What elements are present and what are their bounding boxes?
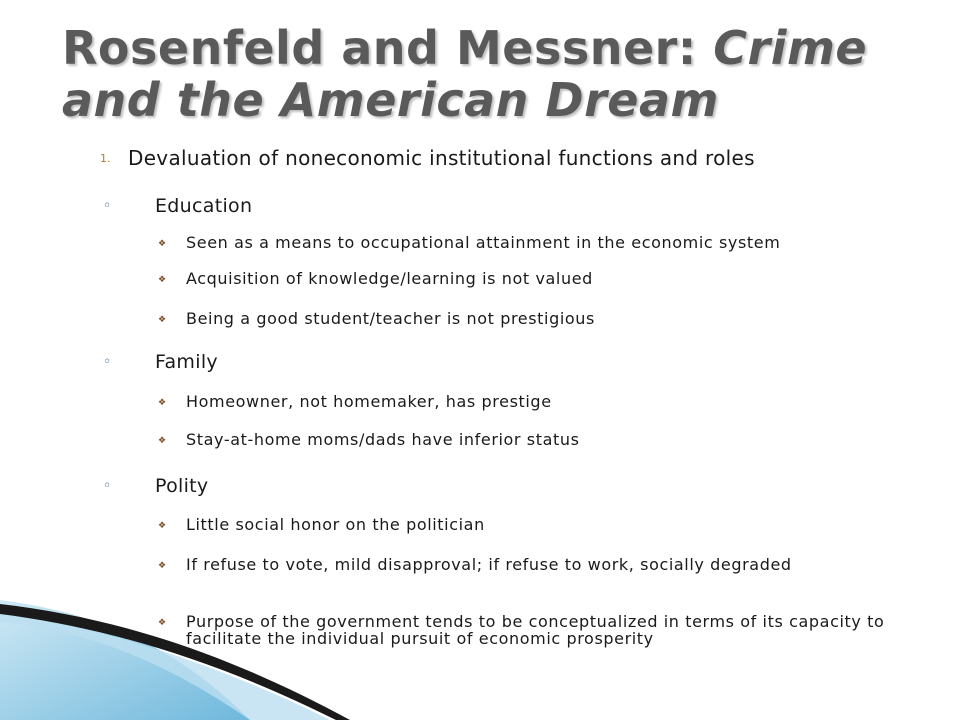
bullet-item <box>158 234 928 251</box>
bullet-item <box>158 393 928 410</box>
list-number: 1. <box>100 152 111 165</box>
bullet-text: Homeowner, not homemaker, has prestige <box>186 392 552 411</box>
bullet-item <box>158 270 928 287</box>
bullet-text: Seen as a means to occupational attainment in the economic system <box>186 233 781 252</box>
section-label: Education <box>155 195 253 217</box>
diamond-bullet-icon: ❖ <box>158 436 167 446</box>
section-label: Family <box>155 351 218 373</box>
list-item-text: Devaluation of noneconomic institutional functions and roles <box>128 146 755 170</box>
bullet-text: Being a good student/teacher is not prestigious <box>186 309 595 328</box>
diamond-bullet-icon: ❖ <box>158 239 167 249</box>
bullet-item <box>158 431 928 448</box>
diamond-bullet-icon: ❖ <box>158 275 167 285</box>
diamond-bullet-icon: ❖ <box>158 561 167 571</box>
bullet-item <box>158 310 928 327</box>
section-family <box>103 351 903 373</box>
bullet-text: Acquisition of knowledge/learning is not valued <box>186 269 593 288</box>
diamond-bullet-icon: ❖ <box>158 618 167 628</box>
section-education <box>103 195 903 217</box>
list-item-level1 <box>100 146 940 170</box>
title-plain: Rosenfeld and Messner: <box>62 21 714 75</box>
diamond-bullet-icon: ❖ <box>158 315 167 325</box>
circle-bullet-icon: ◦ <box>103 478 112 494</box>
section-label: Polity <box>155 475 209 497</box>
section-polity <box>103 475 903 497</box>
bullet-text: If refuse to vote, mild disapproval; if refuse to work, socially degraded <box>186 555 792 574</box>
bullet-item <box>158 613 928 647</box>
title-italic: Crime and the American Dream <box>62 21 868 127</box>
diamond-bullet-icon: ❖ <box>158 398 167 408</box>
bullet-text: Little social honor on the politician <box>186 515 485 534</box>
circle-bullet-icon: ◦ <box>103 198 112 214</box>
bullet-text: Stay-at-home moms/dads have inferior status <box>186 430 580 449</box>
bullet-item <box>158 556 858 573</box>
bullet-text: Purpose of the government tends to be conceptualized in terms of its capacity to facilitate the individual pursuit of economic prosperity <box>186 612 885 648</box>
diamond-bullet-icon: ❖ <box>158 521 167 531</box>
bullet-item <box>158 516 928 533</box>
circle-bullet-icon: ◦ <box>103 354 112 370</box>
